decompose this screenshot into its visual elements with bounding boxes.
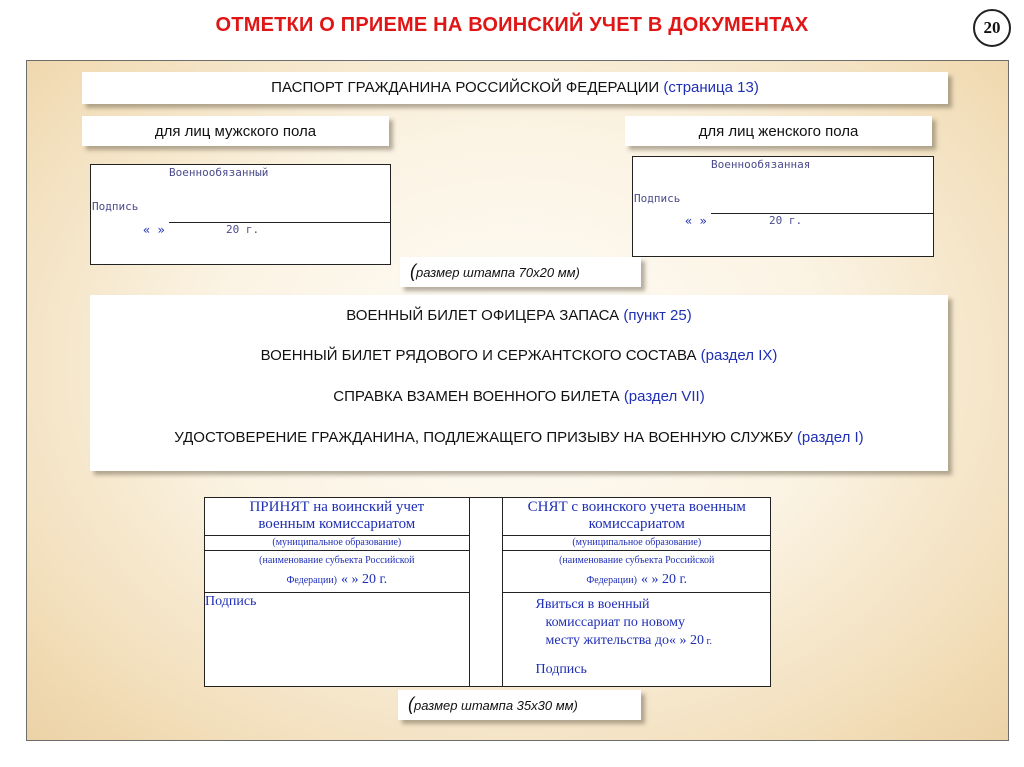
- passport-page-ref: (страница 13): [663, 79, 759, 96]
- removed-date-text: « » 20 г.: [640, 572, 688, 587]
- removed-municipal-cell: (муниципальное образование): [503, 536, 771, 551]
- female-stamp: [632, 156, 934, 257]
- accepted-municipal-cell: (муниципальное образование): [205, 536, 470, 551]
- female-stamp-sign-line: [711, 213, 934, 214]
- document-ref: (раздел IX): [700, 347, 778, 364]
- accepted-subject-text: (наименование субъекта Российской: [259, 555, 415, 566]
- removed-appear-line-3: месту жительства до« » 20: [545, 633, 705, 649]
- female-stamp-sign: Подпись: [634, 192, 681, 205]
- female-label: для лиц женского пола: [698, 123, 859, 140]
- document-ref: (раздел VII): [623, 388, 705, 405]
- gap-cell: [469, 498, 503, 687]
- removed-appear-suffix: г.: [704, 636, 713, 648]
- document-line: [90, 429, 948, 446]
- document-label: СПРАВКА ВЗАМЕН ВОЕННОГО БИЛЕТА: [333, 388, 620, 405]
- stamp-size-note-1: [400, 257, 641, 287]
- male-stamp-title: Военнообязанный: [169, 166, 269, 179]
- removed-subject-cell: [503, 551, 771, 593]
- female-stamp-quotes: « »: [685, 214, 707, 228]
- removed-header-cell: СНЯТ с воинского учета военным комиссариатом: [503, 498, 771, 536]
- accepted-header-cell: ПРИНЯТ на воинский учет военным комиссариатом: [205, 498, 470, 536]
- male-label-panel: [82, 116, 389, 146]
- removed-appear-line-1: Явиться в военный: [535, 597, 650, 612]
- document-label: ВОЕННЫЙ БИЛЕТ РЯДОВОГО И СЕРЖАНТСКОГО СОСТАВА: [260, 347, 697, 364]
- stamp-size-text-2: размер штампа 35х30 мм): [414, 698, 578, 713]
- accepted-date-text: « » 20 г.: [341, 572, 388, 587]
- document-line: [90, 347, 948, 364]
- stamp-size-paren-2: (: [408, 694, 414, 714]
- male-stamp-sign: Подпись: [92, 200, 139, 213]
- document-ref: (пункт 25): [623, 307, 692, 324]
- removed-appear-line-2: комиссариат по новому: [545, 615, 686, 631]
- document-ref: (раздел I): [796, 429, 864, 446]
- stamp-size-text-1: размер штампа 70х20 мм): [416, 265, 580, 280]
- female-label-panel: [625, 116, 932, 146]
- document-label: ВОЕННЫЙ БИЛЕТ ОФИЦЕРА ЗАПАСА: [346, 307, 620, 324]
- accepted-sign-cell: [205, 593, 470, 687]
- passport-label: ПАСПОРТ ГРАЖДАНИНА РОССИЙСКОЙ ФЕДЕРАЦИИ: [271, 79, 660, 96]
- removed-sign-text: Подпись: [535, 661, 587, 677]
- male-stamp-year: 20 г.: [226, 223, 260, 236]
- stamp-size-note-2: [398, 690, 641, 720]
- document-line: [90, 307, 948, 324]
- male-stamp-quotes: « »: [143, 223, 165, 237]
- female-stamp-year: 20 г.: [769, 214, 803, 227]
- removed-federation-text: Федерации): [586, 575, 637, 586]
- document-label: УДОСТОВЕРЕНИЕ ГРАЖДАНИНА, ПОДЛЕЖАЩЕГО ПРИЗЫВУ НА ВОЕННУЮ СЛУЖБУ: [174, 429, 793, 446]
- male-stamp: [90, 164, 391, 265]
- stamp-size-paren-1: (: [410, 261, 416, 281]
- accepted-federation-text: Федерации): [286, 575, 337, 586]
- female-stamp-title: Военнообязанная: [711, 158, 811, 171]
- document-line: [90, 388, 948, 405]
- accepted-sign-text: Подпись: [205, 594, 257, 609]
- accepted-subject-cell: [205, 551, 470, 593]
- documents-panel: [90, 295, 948, 471]
- passport-panel: [82, 72, 948, 104]
- removed-appear-cell: [503, 593, 771, 687]
- removed-subject-text: (наименование субъекта Российской: [559, 555, 715, 566]
- male-label: для лиц мужского пола: [154, 123, 317, 140]
- page-title: ОТМЕТКИ О ПРИЕМЕ НА ВОИНСКИЙ УЧЕТ В ДОКУМЕНТАХ: [215, 14, 809, 36]
- registration-stamp-table: [204, 497, 771, 687]
- page-number-badge: 20: [973, 9, 1011, 47]
- male-stamp-sign-line: [169, 222, 391, 223]
